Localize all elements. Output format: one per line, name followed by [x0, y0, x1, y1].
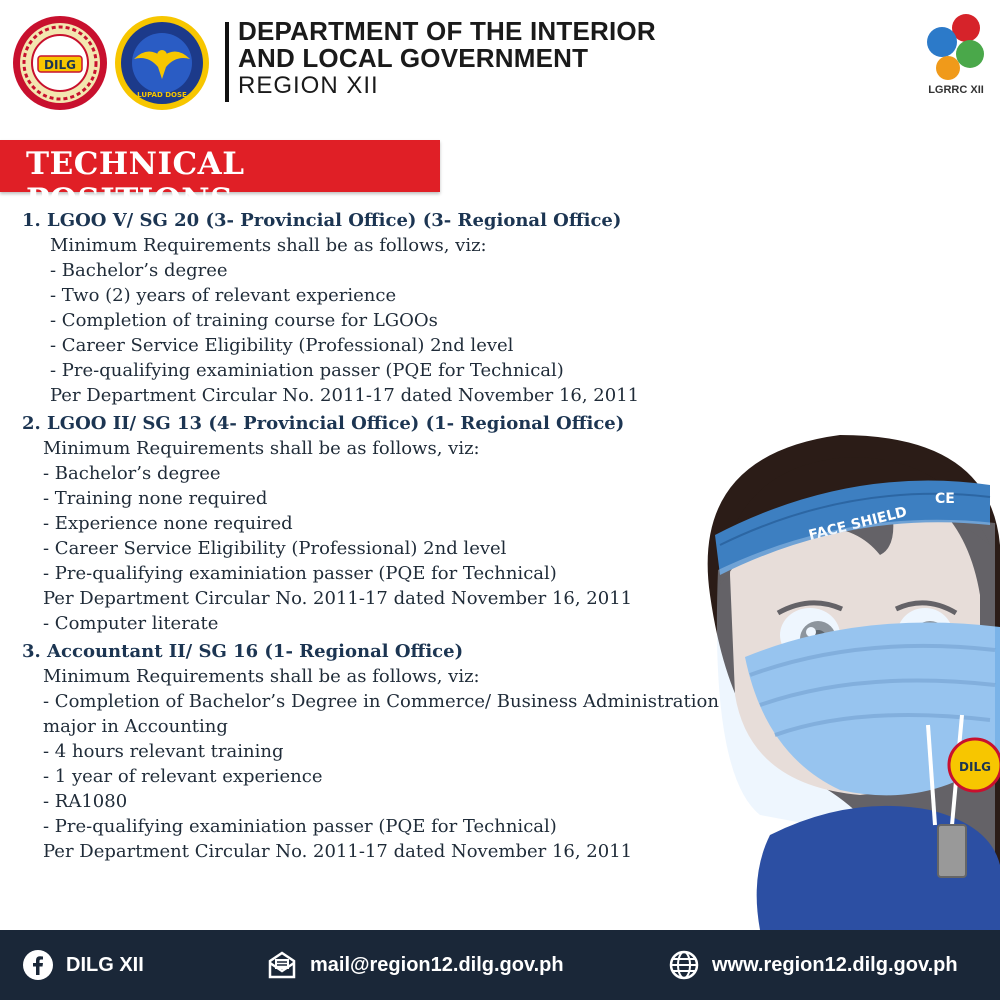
dilg-seal-logo — [12, 15, 108, 111]
banner-title: TECHNICAL POSITIONS — [26, 146, 245, 218]
requirements-list — [22, 664, 762, 864]
svg-text:DILG: DILG — [44, 58, 76, 72]
website-contact[interactable] — [668, 930, 958, 1000]
lupad-dose-seal-logo — [114, 15, 210, 111]
requirement-line: - Pre-qualifying examiniation passer (PQE for Technical) — [43, 563, 557, 584]
requirement-line: - Computer literate — [43, 613, 219, 634]
requirement-line: - Experience none required — [43, 513, 293, 534]
requirement-line: - Pre-qualifying examiniation passer (PQE for Technical) — [43, 816, 557, 837]
requirement-line: Per Department Circular No. 2011-17 dated November 16, 2011 — [43, 588, 633, 609]
requirement-line: - Pre-qualifying examiniation passer (PQE for Technical) — [50, 360, 564, 381]
requirement-line: Minimum Requirements shall be as follows, viz: — [50, 235, 487, 256]
requirement-line: Per Department Circular No. 2011-17 dated November 16, 2011 — [43, 841, 633, 862]
requirement-line: - Career Service Eligibility (Professional) 2nd level — [50, 335, 514, 356]
lgrrc-label: LGRRC XII — [928, 84, 984, 96]
requirement-line: major in Accounting — [43, 716, 228, 737]
requirement-line: - Bachelor’s degree — [43, 463, 221, 484]
department-line-2: AND LOCAL GOVERNMENT — [238, 43, 589, 73]
facebook-page-label: DILG XII — [66, 953, 144, 976]
svg-text:DILG: DILG — [959, 760, 991, 774]
region-label: REGION XII — [238, 72, 379, 99]
mail-icon — [266, 949, 298, 981]
requirement-line: Minimum Requirements shall be as follows, viz: — [43, 438, 480, 459]
requirement-line: - Completion of Bachelor’s Degree in Commerce/ Business Administration — [43, 691, 719, 712]
email-contact[interactable] — [266, 930, 564, 1000]
svg-text:FACE SHIELD: FACE SHIELD — [807, 504, 909, 544]
requirement-line: - 4 hours relevant training — [43, 741, 284, 762]
position-item — [22, 208, 762, 408]
requirement-line: Per Department Circular No. 2011-17 dated November 16, 2011 — [50, 385, 640, 406]
svg-text:CE: CE — [935, 491, 955, 507]
requirement-line: - Training none required — [43, 488, 268, 509]
requirement-line: - Career Service Eligibility (Professional) 2nd level — [43, 538, 507, 559]
facebook-contact[interactable] — [22, 930, 144, 1000]
facebook-icon — [22, 949, 54, 981]
requirements-list — [22, 436, 762, 636]
technical-positions-banner — [0, 140, 440, 218]
email-address: mail@region12.dilg.gov.ph — [310, 953, 564, 976]
requirements-list — [22, 233, 762, 408]
position-item — [22, 639, 762, 864]
requirement-line: - Two (2) years of relevant experience — [50, 285, 397, 306]
header-divider — [225, 22, 229, 102]
requirement-line: - RA1080 — [43, 791, 128, 812]
department-line-1: DEPARTMENT OF THE INTERIOR — [238, 16, 656, 46]
position-title: 1. LGOO V/ SG 20 (3- Provincial Office) (3- Regional Office) — [22, 210, 622, 231]
requirement-line: Minimum Requirements shall be as follows, viz: — [43, 666, 480, 687]
lgrrc-logo — [922, 8, 990, 100]
header — [0, 0, 1000, 130]
face-shield-mask-illustration — [690, 395, 1000, 930]
requirement-line: - Bachelor’s degree — [50, 260, 228, 281]
position-item — [22, 411, 762, 636]
positions-list — [22, 208, 762, 867]
position-title: 3. Accountant II/ SG 16 (1- Regional Office) — [22, 641, 464, 662]
footer — [0, 930, 1000, 1000]
department-name — [238, 18, 656, 100]
position-title: 2. LGOO II/ SG 13 (4- Provincial Office) (1- Regional Office) — [22, 413, 625, 434]
globe-icon — [668, 949, 700, 981]
requirement-line: - 1 year of relevant experience — [43, 766, 323, 787]
lgrrc-circles-icon — [922, 8, 990, 84]
website-url: www.region12.dilg.gov.ph — [712, 953, 958, 976]
svg-text:LUPAD DOSE: LUPAD DOSE — [137, 91, 187, 99]
requirement-line: - Completion of training course for LGOOs — [50, 310, 438, 331]
